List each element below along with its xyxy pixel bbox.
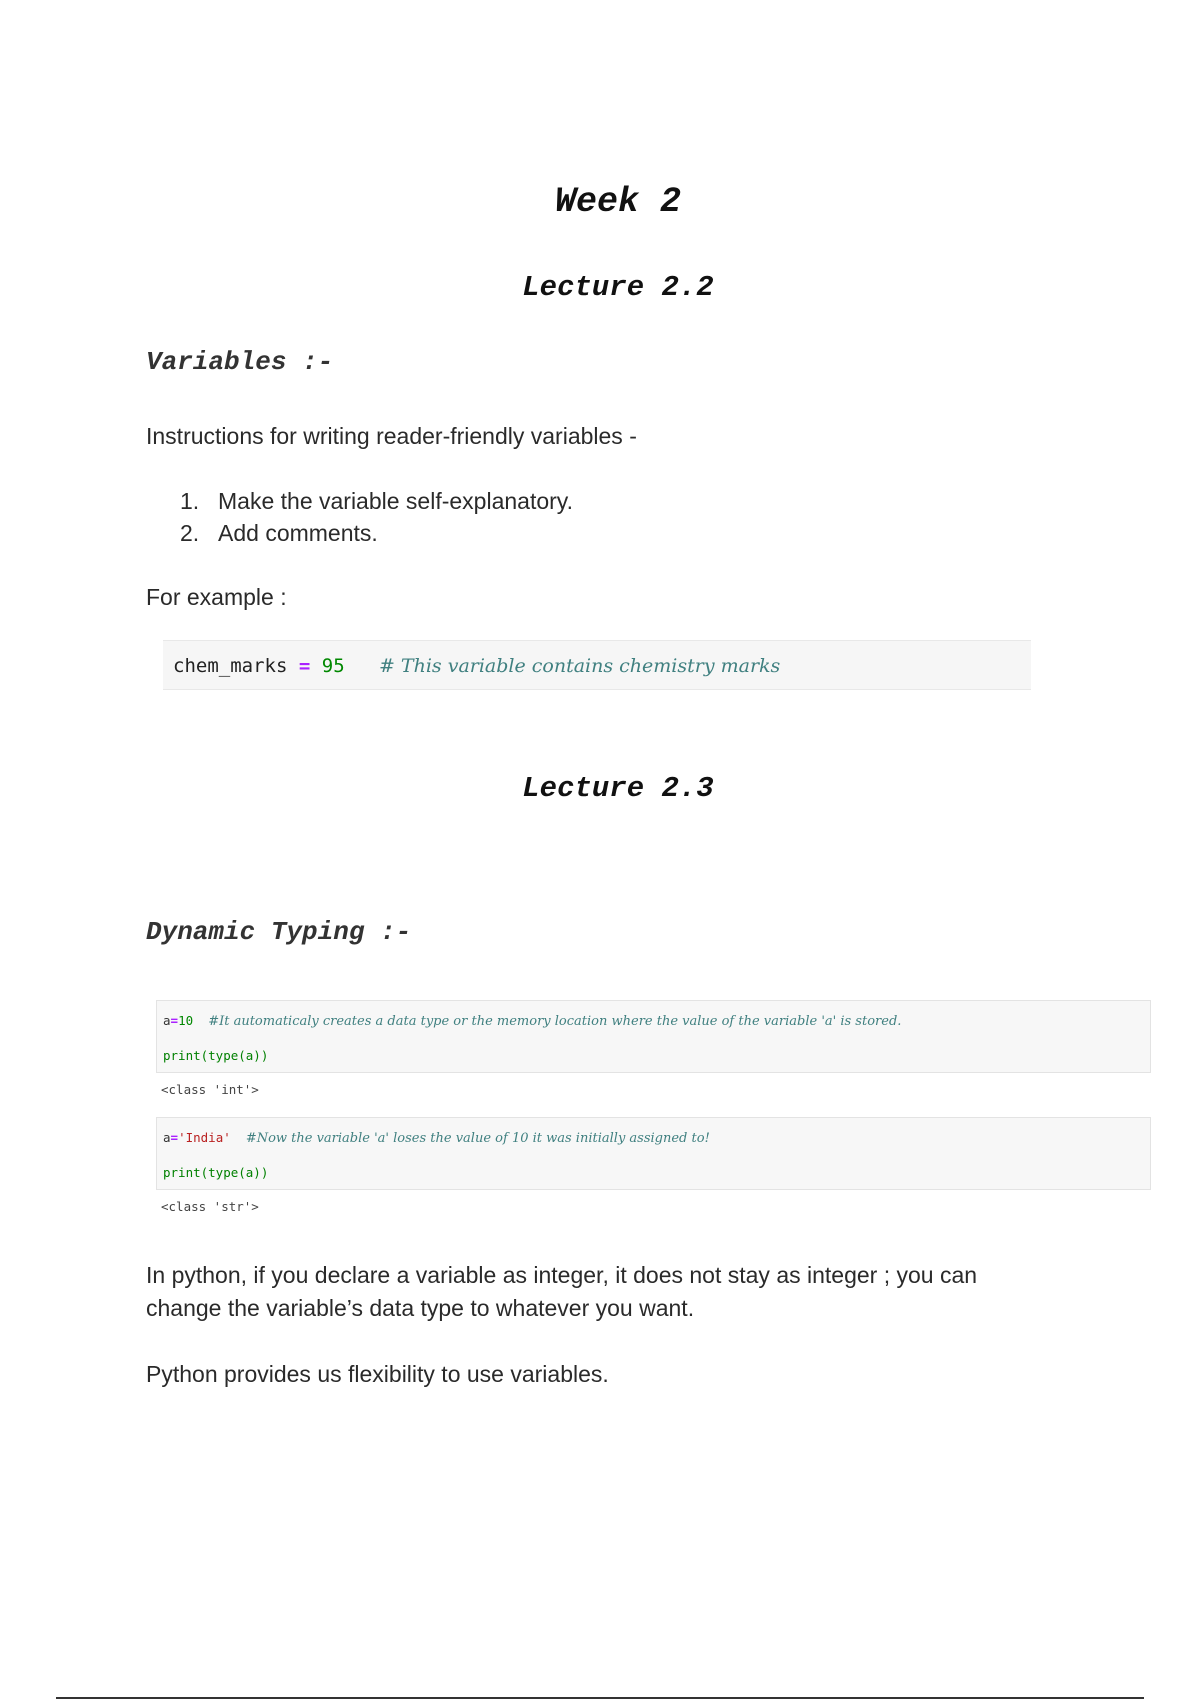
list-item bbox=[180, 485, 573, 517]
notebook-input-cell bbox=[156, 1117, 1151, 1190]
list-item-number: 2. bbox=[180, 520, 200, 546]
list-item-number: 1. bbox=[180, 488, 200, 514]
code-line: print(type(a)) bbox=[163, 1048, 269, 1063]
code-variable: chem_marks bbox=[173, 655, 288, 677]
list-item bbox=[180, 517, 573, 549]
code-operator: = bbox=[298, 655, 311, 677]
code-variable: a bbox=[163, 1130, 171, 1145]
tips-list bbox=[180, 485, 573, 549]
code-example-block bbox=[163, 640, 1031, 690]
code-line bbox=[163, 1001, 1150, 1041]
summary-paragraph: In python, if you declare a variable as integer, it does not stay as integer ; you can change the variable’s data type to whatever you want. bbox=[146, 1262, 978, 1321]
notebook-output: <class 'int'> bbox=[161, 1082, 259, 1097]
code-number: 95 bbox=[321, 655, 345, 677]
lecture-heading-2-2: Lecture 2.2 bbox=[522, 271, 714, 304]
code-comment: # This variable contains chemistry marks bbox=[378, 655, 781, 677]
dynamic-typing-heading: Dynamic Typing :- bbox=[146, 917, 412, 947]
variables-heading: Variables :- bbox=[146, 347, 334, 377]
code-number: 10 bbox=[178, 1013, 194, 1028]
code-comment: #Now the variable 'a' loses the value of 10 it was initially assigned to! bbox=[245, 1131, 710, 1146]
code-string: 'India' bbox=[178, 1130, 231, 1145]
instructions-paragraph: Instructions for writing reader-friendly variables - bbox=[146, 423, 637, 449]
list-item-text: Add comments. bbox=[218, 520, 378, 546]
notebook-input-cell bbox=[156, 1000, 1151, 1073]
code-operator: = bbox=[170, 1130, 179, 1145]
code-line: print(type(a)) bbox=[163, 1165, 269, 1180]
example-label: For example : bbox=[146, 584, 287, 610]
code-variable: a bbox=[163, 1013, 171, 1028]
bottom-divider bbox=[56, 1697, 1144, 1699]
list-item-text: Make the variable self-explanatory. bbox=[218, 488, 573, 514]
code-comment: #It automaticaly creates a data type or the memory location where the value of the variable 'a' is stored. bbox=[208, 1014, 902, 1029]
week-title: Week 2 bbox=[554, 182, 682, 222]
notebook-output: <class 'str'> bbox=[161, 1199, 259, 1214]
lecture-heading-2-3: Lecture 2.3 bbox=[522, 772, 714, 805]
code-operator: = bbox=[170, 1013, 179, 1028]
code-line bbox=[163, 1118, 1150, 1158]
flexibility-paragraph: Python provides us flexibility to use variables. bbox=[146, 1361, 609, 1387]
